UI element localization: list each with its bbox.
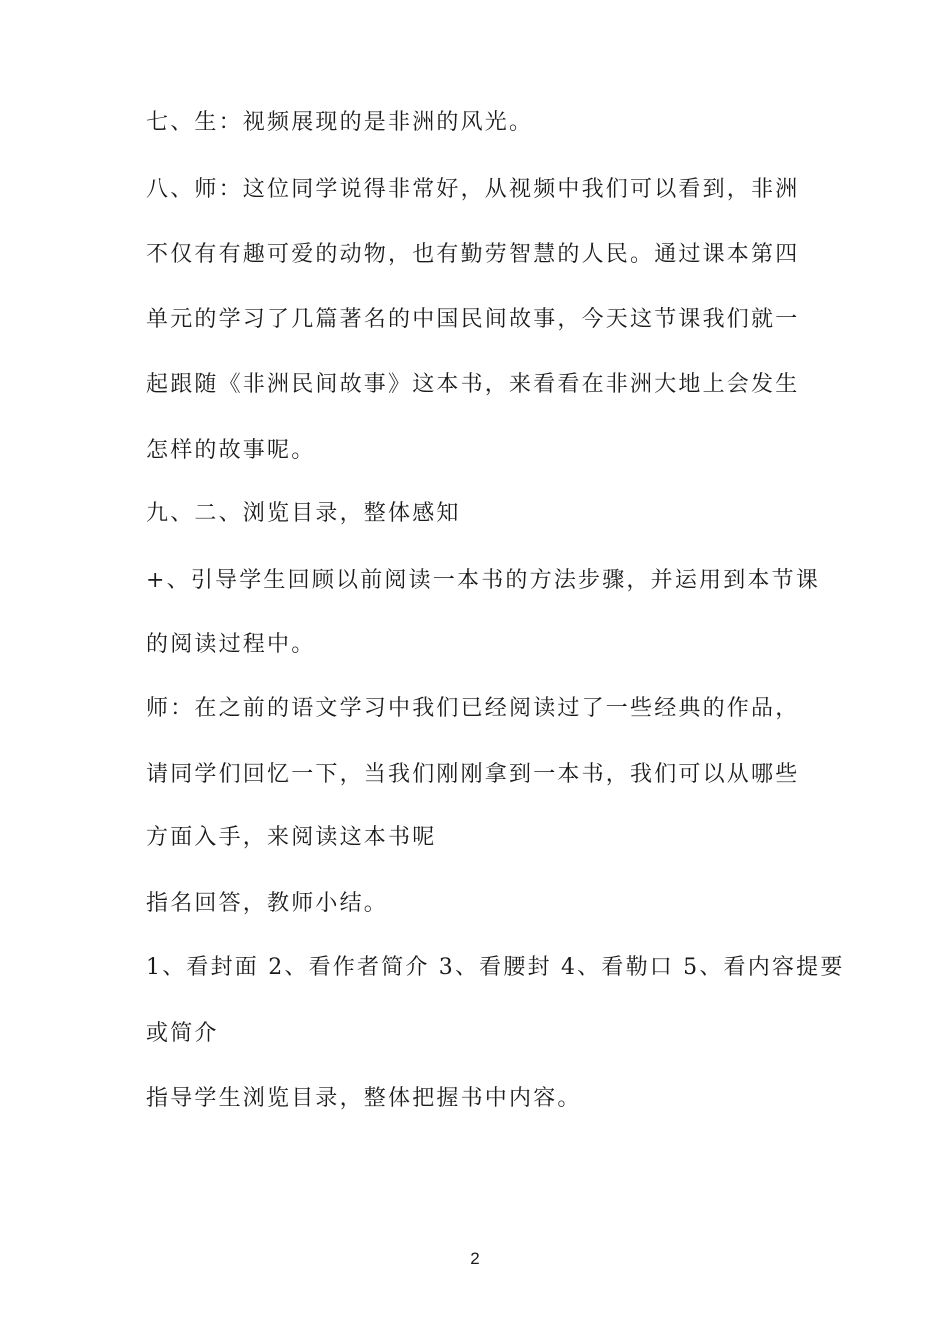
- text-line: 的阅读过程中。: [146, 632, 316, 657]
- section-heading: 九、二、浏览目录，整体感知: [146, 501, 461, 526]
- text-line: 七、生：视频展现的是非洲的风光。: [146, 110, 534, 135]
- text-line: 指名回答，教师小结。: [146, 891, 389, 916]
- page-number: 2: [470, 1249, 480, 1268]
- text-line: 八、师：这位同学说得非常好，从视频中我们可以看到，非洲: [146, 177, 800, 202]
- text-line: 不仅有有趣可爱的动物，也有勤劳智慧的人民。通过课本第四: [146, 242, 800, 267]
- text-line: +、引导学生回顾以前阅读一本书的方法步骤，并运用到本节课: [146, 568, 821, 593]
- text-line: 师：在之前的语文学习中我们已经阅读过了一些经典的作品，: [146, 696, 800, 721]
- text-line: 怎样的故事呢。: [146, 438, 316, 463]
- text-line: 方面入手，来阅读这本书呢: [146, 825, 437, 850]
- text-line: 1、看封面 2、看作者简介 3、看腰封 4、看勒口 5、看内容提要: [146, 955, 845, 980]
- text-line: 起跟随《非洲民间故事》这本书，来看看在非洲大地上会发生: [146, 372, 800, 397]
- text-line: 请同学们回忆一下，当我们刚刚拿到一本书，我们可以从哪些: [146, 762, 800, 787]
- text-line: 或简介: [146, 1021, 219, 1046]
- text-line: 指导学生浏览目录，整体把握书中内容。: [146, 1086, 582, 1111]
- text-line: 单元的学习了几篇著名的中国民间故事，今天这节课我们就一: [146, 307, 800, 332]
